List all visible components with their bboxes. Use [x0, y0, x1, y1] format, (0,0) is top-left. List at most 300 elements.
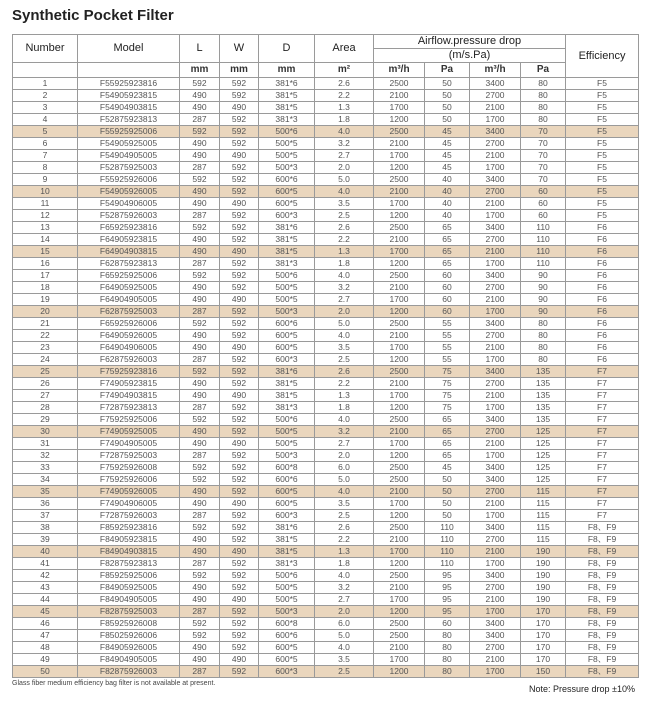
- cell-area: 1.3: [315, 546, 374, 558]
- cell-number: 49: [13, 654, 78, 666]
- table-row: [13, 282, 639, 294]
- cell-flow-1: 1200: [374, 210, 425, 222]
- cell-model: F65925923816: [78, 222, 180, 234]
- cell-model: F74905926005: [78, 486, 180, 498]
- cell-flow-2: 1700: [470, 558, 521, 570]
- cell-w: 490: [220, 438, 259, 450]
- cell-model: F74904906005: [78, 498, 180, 510]
- cell-model: F54905923815: [78, 90, 180, 102]
- cell-number: 45: [13, 606, 78, 618]
- cell-w: 592: [220, 90, 259, 102]
- filter-spec-table: [12, 34, 639, 678]
- cell-d: 381*5: [259, 90, 315, 102]
- cell-l: 287: [180, 450, 220, 462]
- cell-number: 34: [13, 474, 78, 486]
- cell-w: 592: [220, 462, 259, 474]
- cell-flow-1: 1200: [374, 510, 425, 522]
- cell-pa-2: 170: [521, 630, 566, 642]
- cell-d: 500*3: [259, 162, 315, 174]
- cell-l: 490: [180, 546, 220, 558]
- cell-number: 13: [13, 222, 78, 234]
- cell-number: 37: [13, 510, 78, 522]
- cell-pa-2: 125: [521, 450, 566, 462]
- cell-pa-1: 65: [425, 438, 470, 450]
- table-row: [13, 90, 639, 102]
- cell-pa-2: 80: [521, 78, 566, 90]
- cell-w: 490: [220, 102, 259, 114]
- cell-pa-1: 60: [425, 294, 470, 306]
- cell-l: 490: [180, 294, 220, 306]
- cell-model: F85925925006: [78, 570, 180, 582]
- cell-pa-1: 65: [425, 234, 470, 246]
- cell-efficiency: F7: [566, 450, 639, 462]
- cell-w: 592: [220, 126, 259, 138]
- cell-number: 10: [13, 186, 78, 198]
- cell-efficiency: F6: [566, 294, 639, 306]
- cell-efficiency: F8、F9: [566, 594, 639, 606]
- cell-l: 490: [180, 282, 220, 294]
- cell-flow-1: 2100: [374, 642, 425, 654]
- cell-pa-2: 115: [521, 522, 566, 534]
- cell-pa-1: 80: [425, 630, 470, 642]
- unit-number-blank: [13, 63, 78, 78]
- cell-flow-1: 2500: [374, 78, 425, 90]
- cell-pa-1: 45: [425, 462, 470, 474]
- table-row: [13, 642, 639, 654]
- cell-w: 592: [220, 270, 259, 282]
- cell-number: 20: [13, 306, 78, 318]
- cell-l: 287: [180, 402, 220, 414]
- cell-w: 592: [220, 258, 259, 270]
- cell-w: 490: [220, 546, 259, 558]
- cell-d: 600*5: [259, 498, 315, 510]
- cell-l: 490: [180, 342, 220, 354]
- cell-efficiency: F7: [566, 426, 639, 438]
- cell-efficiency: F6: [566, 282, 639, 294]
- cell-area: 3.2: [315, 582, 374, 594]
- table-row: [13, 498, 639, 510]
- cell-model: F52875926003: [78, 210, 180, 222]
- cell-flow-2: 1700: [470, 450, 521, 462]
- cell-pa-1: 45: [425, 138, 470, 150]
- cell-flow-1: 2100: [374, 534, 425, 546]
- cell-d: 381*5: [259, 246, 315, 258]
- cell-w: 592: [220, 486, 259, 498]
- cell-l: 592: [180, 618, 220, 630]
- cell-number: 3: [13, 102, 78, 114]
- cell-w: 592: [220, 426, 259, 438]
- cell-l: 287: [180, 258, 220, 270]
- cell-area: 2.0: [315, 162, 374, 174]
- cell-pa-2: 190: [521, 546, 566, 558]
- cell-w: 592: [220, 114, 259, 126]
- cell-d: 500*3: [259, 606, 315, 618]
- cell-l: 287: [180, 666, 220, 678]
- cell-flow-1: 2100: [374, 282, 425, 294]
- table-row: [13, 342, 639, 354]
- cell-pa-1: 45: [425, 126, 470, 138]
- cell-flow-1: 2500: [374, 366, 425, 378]
- cell-pa-2: 80: [521, 102, 566, 114]
- cell-pa-1: 110: [425, 546, 470, 558]
- cell-pa-1: 65: [425, 414, 470, 426]
- cell-pa-1: 55: [425, 330, 470, 342]
- table-row: [13, 222, 639, 234]
- cell-pa-1: 110: [425, 534, 470, 546]
- cell-number: 5: [13, 126, 78, 138]
- cell-number: 48: [13, 642, 78, 654]
- cell-number: 31: [13, 438, 78, 450]
- cell-pa-2: 115: [521, 510, 566, 522]
- cell-flow-1: 1200: [374, 354, 425, 366]
- cell-w: 592: [220, 174, 259, 186]
- cell-pa-2: 135: [521, 366, 566, 378]
- unit-model-blank: [78, 63, 180, 78]
- cell-number: 1: [13, 78, 78, 90]
- table-row: [13, 210, 639, 222]
- cell-d: 500*6: [259, 570, 315, 582]
- cell-flow-2: 2700: [470, 378, 521, 390]
- cell-d: 500*5: [259, 150, 315, 162]
- cell-flow-2: 3400: [470, 522, 521, 534]
- cell-area: 3.2: [315, 426, 374, 438]
- table-row: [13, 234, 639, 246]
- cell-flow-2: 2100: [470, 654, 521, 666]
- cell-flow-1: 1200: [374, 114, 425, 126]
- cell-w: 490: [220, 150, 259, 162]
- table-row: [13, 246, 639, 258]
- cell-flow-1: 1700: [374, 246, 425, 258]
- cell-efficiency: F8、F9: [566, 558, 639, 570]
- cell-pa-2: 80: [521, 318, 566, 330]
- cell-pa-1: 50: [425, 510, 470, 522]
- cell-w: 490: [220, 654, 259, 666]
- cell-model: F85025926006: [78, 630, 180, 642]
- cell-efficiency: F6: [566, 258, 639, 270]
- cell-d: 500*6: [259, 270, 315, 282]
- cell-area: 2.5: [315, 666, 374, 678]
- cell-efficiency: F8、F9: [566, 606, 639, 618]
- table-row: [13, 390, 639, 402]
- cell-model: F85925923816: [78, 522, 180, 534]
- cell-w: 490: [220, 246, 259, 258]
- cell-flow-2: 3400: [470, 174, 521, 186]
- cell-number: 35: [13, 486, 78, 498]
- cell-d: 500*5: [259, 438, 315, 450]
- cell-w: 592: [220, 402, 259, 414]
- cell-flow-1: 1200: [374, 162, 425, 174]
- cell-model: F62875923813: [78, 258, 180, 270]
- table-row: [13, 318, 639, 330]
- cell-area: 2.5: [315, 210, 374, 222]
- unit-area: m²: [315, 63, 374, 78]
- table-row: [13, 462, 639, 474]
- cell-area: 2.2: [315, 234, 374, 246]
- cell-number: 44: [13, 594, 78, 606]
- cell-number: 19: [13, 294, 78, 306]
- cell-flow-1: 1700: [374, 546, 425, 558]
- cell-w: 592: [220, 306, 259, 318]
- cell-pa-2: 80: [521, 114, 566, 126]
- cell-model: F72875925003: [78, 450, 180, 462]
- table-row: [13, 78, 639, 90]
- cell-pa-2: 190: [521, 570, 566, 582]
- header-number: Number: [13, 35, 78, 63]
- cell-area: 2.0: [315, 606, 374, 618]
- cell-l: 490: [180, 438, 220, 450]
- cell-efficiency: F8、F9: [566, 570, 639, 582]
- cell-d: 600*3: [259, 666, 315, 678]
- cell-flow-2: 1700: [470, 114, 521, 126]
- cell-w: 592: [220, 450, 259, 462]
- cell-w: 592: [220, 138, 259, 150]
- cell-flow-2: 2100: [470, 438, 521, 450]
- cell-d: 600*5: [259, 330, 315, 342]
- cell-flow-1: 1700: [374, 438, 425, 450]
- cell-pa-1: 65: [425, 426, 470, 438]
- cell-area: 2.0: [315, 306, 374, 318]
- cell-flow-2: 2700: [470, 426, 521, 438]
- cell-efficiency: F7: [566, 510, 639, 522]
- cell-l: 490: [180, 654, 220, 666]
- cell-number: 43: [13, 582, 78, 594]
- cell-flow-2: 1700: [470, 666, 521, 678]
- cell-number: 7: [13, 150, 78, 162]
- cell-pa-2: 190: [521, 558, 566, 570]
- cell-d: 500*6: [259, 126, 315, 138]
- cell-efficiency: F6: [566, 330, 639, 342]
- cell-flow-2: 2100: [470, 198, 521, 210]
- page-title: Synthetic Pocket Filter: [12, 7, 174, 24]
- cell-w: 592: [220, 510, 259, 522]
- cell-number: 30: [13, 426, 78, 438]
- cell-efficiency: F7: [566, 390, 639, 402]
- cell-flow-2: 2100: [470, 498, 521, 510]
- pressure-drop-note: Note: Pressure drop ±10%: [529, 684, 635, 694]
- cell-flow-1: 2500: [374, 618, 425, 630]
- cell-flow-1: 2100: [374, 234, 425, 246]
- cell-pa-2: 110: [521, 258, 566, 270]
- cell-flow-2: 2700: [470, 486, 521, 498]
- cell-area: 2.6: [315, 522, 374, 534]
- cell-efficiency: F6: [566, 342, 639, 354]
- cell-pa-2: 90: [521, 306, 566, 318]
- cell-efficiency: F6: [566, 246, 639, 258]
- cell-flow-1: 2500: [374, 318, 425, 330]
- cell-d: 600*6: [259, 318, 315, 330]
- cell-pa-2: 135: [521, 402, 566, 414]
- header-efficiency: Efficiency: [566, 35, 639, 78]
- cell-efficiency: F5: [566, 126, 639, 138]
- cell-pa-1: 60: [425, 270, 470, 282]
- cell-flow-1: 2500: [374, 414, 425, 426]
- cell-efficiency: F6: [566, 222, 639, 234]
- cell-efficiency: F6: [566, 234, 639, 246]
- cell-d: 381*3: [259, 558, 315, 570]
- header-model: Model: [78, 35, 180, 63]
- cell-w: 592: [220, 282, 259, 294]
- cell-number: 12: [13, 210, 78, 222]
- cell-pa-1: 50: [425, 486, 470, 498]
- unit-flow-2: m³/h: [470, 63, 521, 78]
- cell-number: 6: [13, 138, 78, 150]
- cell-area: 1.8: [315, 558, 374, 570]
- cell-w: 592: [220, 186, 259, 198]
- cell-efficiency: F8、F9: [566, 534, 639, 546]
- cell-efficiency: F8、F9: [566, 642, 639, 654]
- cell-d: 600*3: [259, 210, 315, 222]
- cell-w: 592: [220, 570, 259, 582]
- cell-pa-1: 75: [425, 390, 470, 402]
- table-row: [13, 114, 639, 126]
- header-d: D: [259, 35, 315, 63]
- cell-d: 500*5: [259, 582, 315, 594]
- cell-w: 592: [220, 78, 259, 90]
- cell-l: 287: [180, 354, 220, 366]
- cell-d: 600*5: [259, 642, 315, 654]
- cell-area: 2.5: [315, 510, 374, 522]
- header-airflow-unit: (m/s.Pa): [374, 49, 566, 63]
- cell-l: 287: [180, 606, 220, 618]
- cell-flow-2: 2100: [470, 546, 521, 558]
- cell-flow-2: 3400: [470, 570, 521, 582]
- cell-pa-2: 115: [521, 534, 566, 546]
- cell-area: 3.5: [315, 198, 374, 210]
- cell-l: 592: [180, 462, 220, 474]
- cell-number: 46: [13, 618, 78, 630]
- cell-l: 490: [180, 426, 220, 438]
- cell-area: 1.3: [315, 102, 374, 114]
- cell-pa-2: 190: [521, 594, 566, 606]
- cell-w: 592: [220, 318, 259, 330]
- cell-pa-1: 110: [425, 558, 470, 570]
- cell-w: 592: [220, 582, 259, 594]
- cell-d: 381*5: [259, 378, 315, 390]
- cell-flow-1: 1200: [374, 666, 425, 678]
- cell-w: 592: [220, 618, 259, 630]
- table-row: [13, 126, 639, 138]
- table-row: [13, 426, 639, 438]
- cell-l: 490: [180, 90, 220, 102]
- table-row: [13, 150, 639, 162]
- cell-number: 4: [13, 114, 78, 126]
- cell-pa-2: 90: [521, 294, 566, 306]
- cell-pa-1: 40: [425, 186, 470, 198]
- cell-flow-2: 2700: [470, 186, 521, 198]
- cell-w: 490: [220, 198, 259, 210]
- cell-number: 15: [13, 246, 78, 258]
- cell-model: F52875923813: [78, 114, 180, 126]
- cell-pa-2: 80: [521, 354, 566, 366]
- cell-pa-2: 70: [521, 138, 566, 150]
- cell-number: 38: [13, 522, 78, 534]
- cell-model: F84904905005: [78, 654, 180, 666]
- cell-flow-2: 3400: [470, 270, 521, 282]
- cell-d: 500*5: [259, 426, 315, 438]
- table-row: [13, 654, 639, 666]
- footnote: Glass fiber medium efficiency bag filter is not available at present.: [12, 680, 216, 687]
- cell-efficiency: F5: [566, 90, 639, 102]
- cell-pa-1: 95: [425, 606, 470, 618]
- cell-flow-1: 1200: [374, 306, 425, 318]
- cell-pa-2: 170: [521, 606, 566, 618]
- cell-l: 592: [180, 630, 220, 642]
- table-row: [13, 402, 639, 414]
- cell-model: F84904903815: [78, 546, 180, 558]
- cell-d: 381*3: [259, 402, 315, 414]
- table-row: [13, 570, 639, 582]
- table-row: [13, 510, 639, 522]
- cell-flow-1: 2100: [374, 582, 425, 594]
- cell-area: 3.5: [315, 342, 374, 354]
- cell-pa-1: 95: [425, 582, 470, 594]
- cell-l: 592: [180, 366, 220, 378]
- cell-model: F52875925003: [78, 162, 180, 174]
- cell-number: 14: [13, 234, 78, 246]
- cell-flow-1: 1700: [374, 198, 425, 210]
- table-row: [13, 666, 639, 678]
- table-row: [13, 546, 639, 558]
- cell-flow-2: 2700: [470, 234, 521, 246]
- cell-number: 36: [13, 498, 78, 510]
- cell-area: 5.0: [315, 474, 374, 486]
- cell-d: 600*8: [259, 462, 315, 474]
- cell-area: 2.5: [315, 354, 374, 366]
- cell-efficiency: F7: [566, 474, 639, 486]
- cell-l: 287: [180, 210, 220, 222]
- cell-model: F65925926006: [78, 318, 180, 330]
- cell-flow-2: 1700: [470, 402, 521, 414]
- cell-flow-2: 2100: [470, 294, 521, 306]
- cell-l: 490: [180, 246, 220, 258]
- cell-area: 1.8: [315, 114, 374, 126]
- cell-number: 18: [13, 282, 78, 294]
- cell-number: 17: [13, 270, 78, 282]
- cell-pa-1: 40: [425, 174, 470, 186]
- cell-l: 490: [180, 642, 220, 654]
- cell-l: 287: [180, 114, 220, 126]
- cell-area: 1.3: [315, 246, 374, 258]
- cell-w: 592: [220, 162, 259, 174]
- cell-area: 6.0: [315, 462, 374, 474]
- cell-flow-2: 3400: [470, 222, 521, 234]
- cell-pa-2: 80: [521, 90, 566, 102]
- cell-flow-1: 1700: [374, 294, 425, 306]
- cell-pa-2: 70: [521, 150, 566, 162]
- cell-efficiency: F6: [566, 318, 639, 330]
- cell-flow-1: 1200: [374, 450, 425, 462]
- cell-pa-2: 70: [521, 126, 566, 138]
- cell-flow-2: 2100: [470, 342, 521, 354]
- cell-l: 592: [180, 414, 220, 426]
- cell-pa-1: 65: [425, 258, 470, 270]
- cell-pa-1: 50: [425, 78, 470, 90]
- cell-area: 2.6: [315, 222, 374, 234]
- cell-area: 3.2: [315, 138, 374, 150]
- cell-d: 381*5: [259, 546, 315, 558]
- cell-area: 4.0: [315, 270, 374, 282]
- cell-efficiency: F7: [566, 378, 639, 390]
- table-row: [13, 294, 639, 306]
- cell-l: 592: [180, 570, 220, 582]
- cell-number: 8: [13, 162, 78, 174]
- cell-area: 4.0: [315, 570, 374, 582]
- cell-flow-1: 2500: [374, 270, 425, 282]
- cell-flow-2: 2700: [470, 330, 521, 342]
- cell-pa-2: 125: [521, 426, 566, 438]
- cell-flow-2: 1700: [470, 258, 521, 270]
- cell-d: 500*5: [259, 138, 315, 150]
